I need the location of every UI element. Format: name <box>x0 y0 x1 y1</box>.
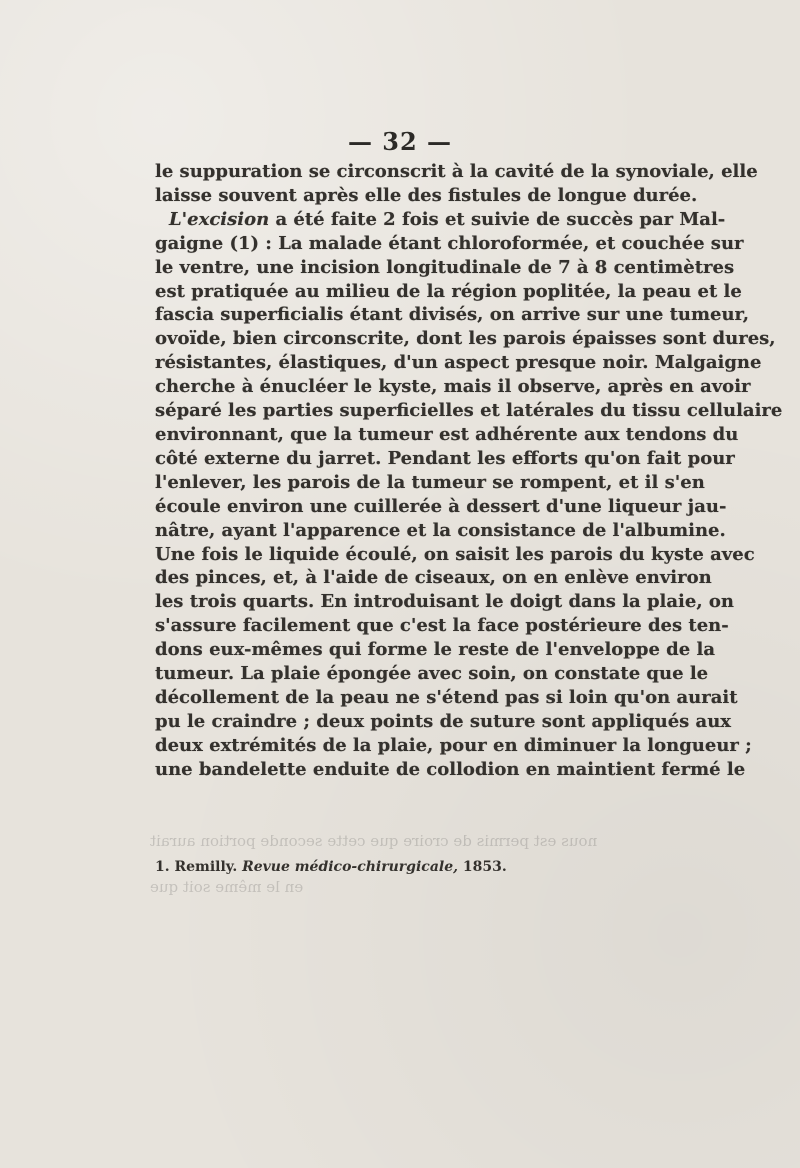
text-line: décollement de la peau ne s'étend pas si loin qu'on aurait <box>155 686 738 708</box>
text-line: séparé les parties superficielles et latérales du tissu cellulaire <box>155 400 783 422</box>
text-line-rest: a été faite 2 fois et suivie de succès par Mal- <box>269 208 726 230</box>
text-line: le suppuration se circonscrit à la cavité de la synoviale, elle <box>155 161 758 182</box>
text-line <box>155 208 726 232</box>
text-line: résistantes, élastiques, d'un aspect presque noir. Malgaigne <box>155 352 762 374</box>
italic-lead: L'excision <box>169 208 270 230</box>
text-line: des pinces, et, à l'aide de ciseaux, on en enlève environ <box>155 567 712 589</box>
footnote-journal: Revue médico-chirurgicale, <box>242 859 458 875</box>
text-line: Une fois le liquide écoulé, on saisit les parois du kyste avec <box>155 543 755 565</box>
text-line: cherche à énucléer le kyste, mais il observe, après en avoir <box>155 376 751 398</box>
text-line: gaigne (1) : La malade étant chloroformée, et couchée sur <box>155 232 744 254</box>
text-line: fascia superficialis étant divisés, on arrive sur une tumeur, <box>155 304 749 326</box>
footnote-marker: 1. <box>155 859 170 875</box>
text-line: laisse souvent après elle des fistules de longue durée. <box>155 184 698 206</box>
text-line: les trois quarts. En introduisant le doigt dans la plaie, on <box>155 591 734 613</box>
text-line: ovoïde, bien circonscrite, dont les parois épaisses sont dures, <box>155 328 776 350</box>
show-through-text: en le même soit que <box>150 878 304 896</box>
footnote <box>155 858 695 876</box>
text-line: tumeur. La plaie épongée avec soin, on constate que le <box>155 663 709 685</box>
text-line: l'enlever, les parois de la tumeur se rompent, et il s'en <box>155 471 705 493</box>
footnote-author: Remilly. <box>174 859 238 875</box>
text-line: deux extrémités de la plaie, pour en diminuer la longueur ; <box>155 734 752 756</box>
footnote-year: 1853. <box>462 859 507 875</box>
text-line: s'assure facilement que c'est la face postérieure des ten- <box>155 615 729 637</box>
text-line: nâtre, ayant l'apparence et la consistance de l'albumine. <box>155 519 726 541</box>
page-number: — 32 — <box>347 127 453 156</box>
text-line: dons eux-mêmes qui forme le reste de l'enveloppe de la <box>155 639 715 661</box>
text-line: environnant, que la tumeur est adhérente aux tendons du <box>155 423 739 445</box>
text-line: le ventre, une incision longitudinale de 7 à 8 centimètres <box>155 256 735 278</box>
text-line: est pratiquée au milieu de la région poplitée, la peau et le <box>155 280 742 302</box>
text-line: pu le craindre ; deux points de suture sont appliqués aux <box>155 710 732 732</box>
text-line: écoule environ une cuillerée à dessert d'une liqueur jau- <box>155 495 727 517</box>
body-text <box>155 160 783 782</box>
show-through-text: nous est permis de croire que cette seconde portion aurait <box>150 832 598 850</box>
text-line: une bandelette enduite de collodion en maintient fermé le <box>155 758 746 780</box>
text-line: côté externe du jarret. Pendant les efforts qu'on fait pour <box>155 447 735 469</box>
